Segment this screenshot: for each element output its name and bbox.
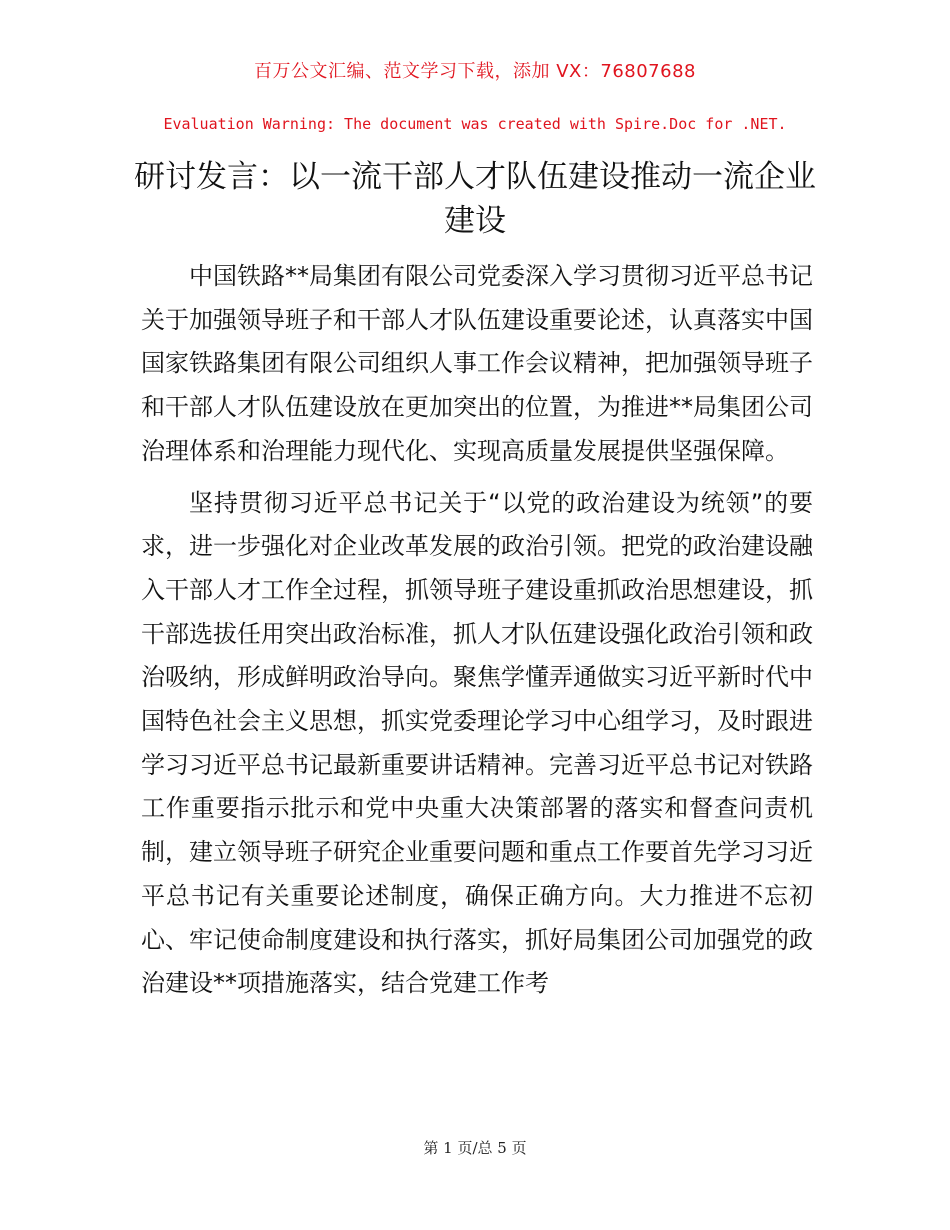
paragraph-2: 坚持贯彻习近平总书记关于“以党的政治建设为统领”的要求，进一步强化对企业改革发展的政治引领。把党的政治建设融入干部人才工作全过程，抓领导班子建设重抓政治思想建设，抓干部选拔任用突出政治标准，抓人才队伍建设强化政治引领和政治吸纳，形成鲜明政治导向。聚焦学懂弄通做实习近平新时代中国特色社会主义思想，抓实党委理论学习中心组学习，及时跟进学习习近平总书记最新重要讲话精神。完善习近平总书记对铁路工作重要指示批示和党中央重大决策部署的落实和督查问责机制，建立领导班子研究企业重要问题和重点工作要首先学习习近平总书记有关重要论述制度，确保正确方向。大力推进不忘初心、牢记使命制度建设和执行落实，抓好局集团公司加强党的政治建设**项措施落实，结合党建工作考 (141, 488, 813, 998)
evaluation-warning: Evaluation Warning: The document was created with Spire.Doc for .NET. (163, 115, 787, 133)
promo-header: 百万公文汇编、范文学习下载，添加 VX：76807688 (254, 61, 696, 82)
page-title: 研讨发言：以一流干部人才队伍建设推动一流企业建设 (134, 159, 816, 239)
document-body (141, 255, 813, 1014)
paragraph-1: 中国铁路**局集团有限公司党委深入学习贯彻习近平总书记关于加强领导班子和干部人才队伍建设重要论述，认真落实中国国家铁路集团有限公司组织人事工作会议精神，把加强领导班子和干部人才队伍建设放在更加突出的位置，为推进**局集团公司治理体系和治理能力现代化、实现高质量发展提供坚强保障。 (141, 262, 813, 465)
page-number: 第 1 页/总 5 页 (423, 1139, 527, 1157)
